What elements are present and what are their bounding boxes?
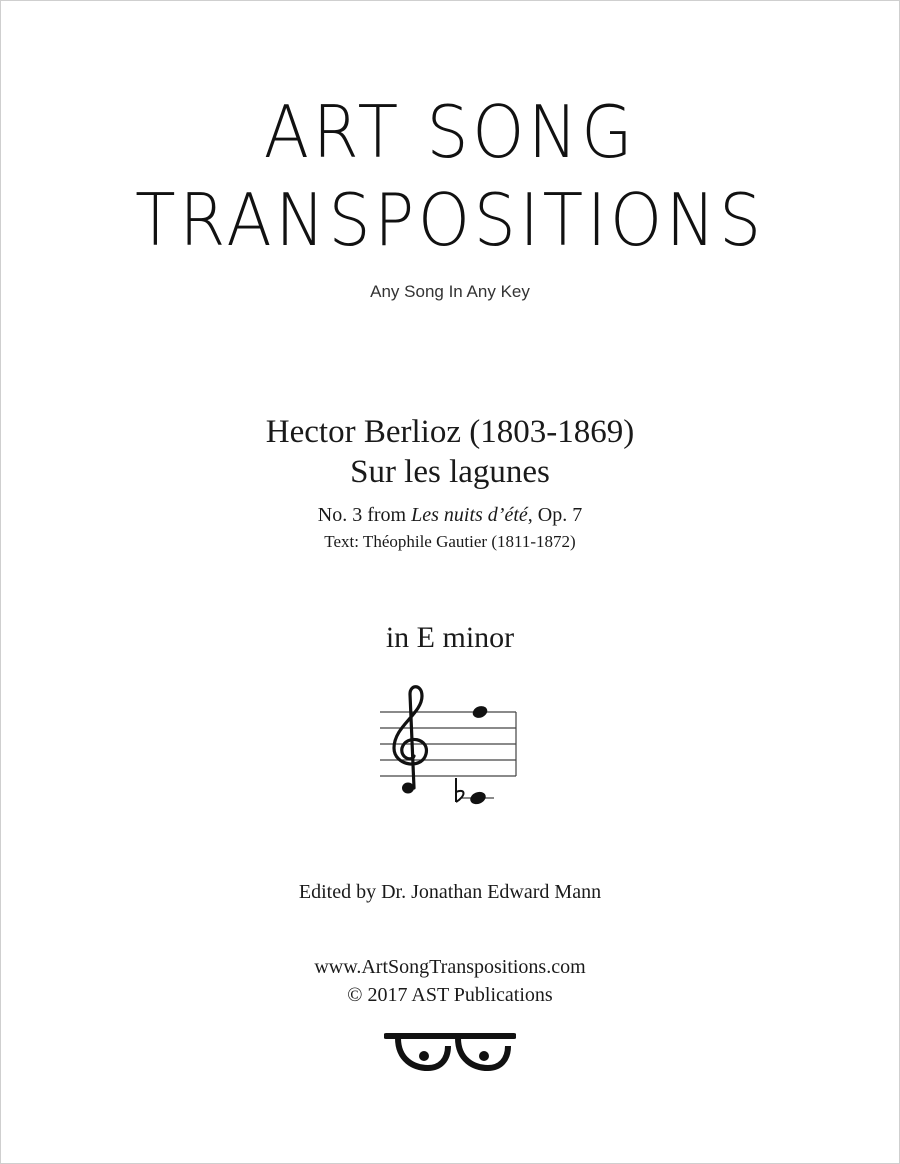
work-suffix: , Op. 7 (527, 504, 583, 526)
song-title: Sur les lagunes (350, 454, 550, 490)
work-prefix: No. 3 from (317, 504, 412, 526)
vocal-range-staff (370, 680, 530, 810)
ast-logo-icon (384, 1030, 516, 1074)
copyright: © 2017 AST Publications (347, 984, 553, 1006)
work-line (0, 502, 900, 528)
high-note (471, 704, 489, 720)
low-note (468, 790, 487, 807)
work-title: Les nuits d’été (411, 504, 528, 526)
editor-credit: Edited by Dr. Jonathan Edward Mann (298, 881, 602, 903)
composer: Hector Berlioz (1803-1869) (265, 414, 635, 450)
key-label: in E minor (385, 621, 515, 654)
website-url: www.ArtSongTranspositions.com (314, 956, 586, 978)
brand-title-line1: ART SONG (263, 90, 637, 174)
text-credit: Text: Théophile Gautier (1811-1872) (324, 532, 576, 551)
staff-lines (380, 712, 516, 798)
tagline: Any Song In Any Key (370, 282, 530, 301)
brand-title-line2: TRANSPOSITIONS (135, 178, 765, 262)
treble-clef-icon (394, 687, 426, 794)
